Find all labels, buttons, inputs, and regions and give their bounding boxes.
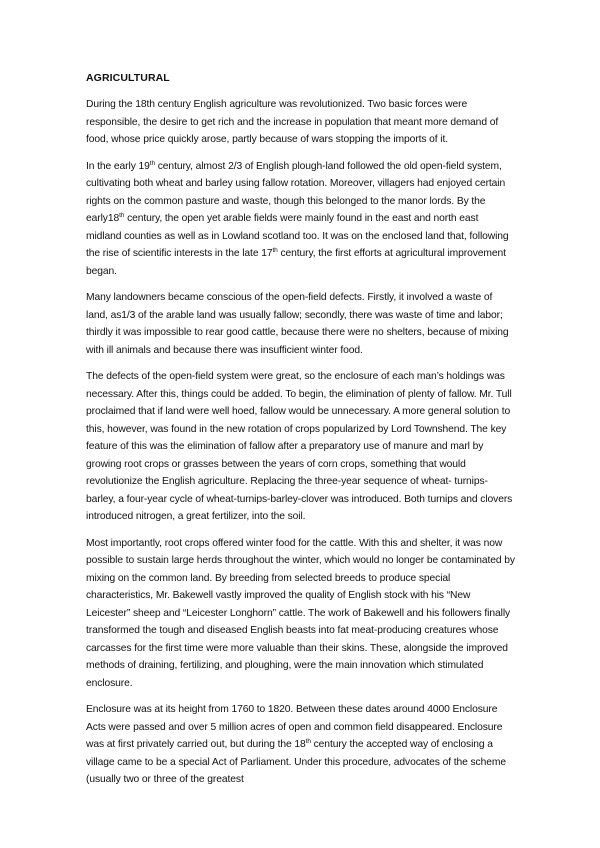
paragraph-1: During the 18th century English agriculture was revolutionized. Two basic forces were responsible, the desire to get rich and the increase in population that meant more demand of food, whose price quickly arose, partly because of wars stopping the imports of it.: [86, 99, 499, 145]
paragraph-6: [86, 701, 516, 789]
paragraph-2: [86, 158, 516, 281]
p6-text-a: Enclosure was at its height from 1760 to 1820. Between these dates around 4000 Enclosure Acts were passed and over 5 million acres of open and common field disappeared. Enclosure was at first privately carried out, but during the 18: [86, 704, 503, 750]
p6-sup-1: th: [305, 738, 311, 745]
p2-sup-2: th: [119, 212, 125, 219]
p2-text-b: century, almost 2/3 of English plough-land followed the old open-field system, cultivating both wheat and barley using fallow rotation. Moreover, villagers had enjoyed certain rights on the common pasture and waste, though this belonged to the manor lords. By the early18: [86, 160, 506, 224]
p2-sup-3: th: [272, 247, 278, 254]
document-title: AGRICULTURAL: [86, 72, 170, 84]
paragraph-5: Most importantly, root crops offered winter food for the cattle. With this and shelter, it was now possible to sustain large herds throughout the winter, which would no longer be contaminated by mixing on the common land. By breeding from selected breeds to produce special characteristics, Mr. Bakewell vastly improved the quality of English stock with his “New Leicester” sheep and “Leicester Longhorn” cattle. The work of Bakewell and his followers finally transformed the tough and diseased English beasts into fat meat-producing creatures whose carcasses for the first time were more valuable than their skins. These, alongside the improved methods of draining, fertilizing, and ploughing, were the main innovation which stimulated enclosure.: [86, 537, 515, 689]
paragraph-4: The defects of the open-field system were great, so the enclosure of each man’s holdings was necessary. After this, things could be added. To begin, the elimination of plenty of fallow. Mr. Tull proclaimed that if land were well hoed, fallow would be unnecessary. A more general solution to this, however, was found in the new rotation of crops popularized by Lord Townshend. The key feature of this was the elimination of fallow after a preparatory use of manure and marl by growing root crops or grasses between the years of corn crops, something that would revolutionize the English agriculture. Replacing the three-year sequence of wheat- turnips-barley, a four-year cycle of wheat-turnips-barley-clover was introduced. Both turnips and clovers introduced nitrogen, a great fertilizer, into the soil.: [86, 371, 513, 522]
p6-text-b: century the accepted way of enclosing a village came to be a special Act of Parliament. Under this procedure, advocates of the scheme (usually two or three of the greatest: [86, 739, 506, 785]
p2-text-a: In the early 19: [86, 160, 150, 172]
paragraph-3: Many landowners became conscious of the open-field defects. Firstly, it involved a waste of land, as1/3 of the arable land was usually fallow; secondly, there was waste of time and labor; thirdly it was impossible to rear good cattle, because there were no shelters, because of mixing with ill animals and because there was insufficient winter food.: [86, 292, 509, 356]
p2-text-d: century, the first efforts at agricultural improvement began.: [86, 248, 506, 277]
p2-sup-1: th: [149, 159, 155, 167]
p2-text-c: century, the open yet arable fields were mainly found in the east and north east midland counties as well as in Lowland scotland too. It was on the enclosed land that, following the rise of scientific interests in the late 17: [86, 213, 509, 259]
